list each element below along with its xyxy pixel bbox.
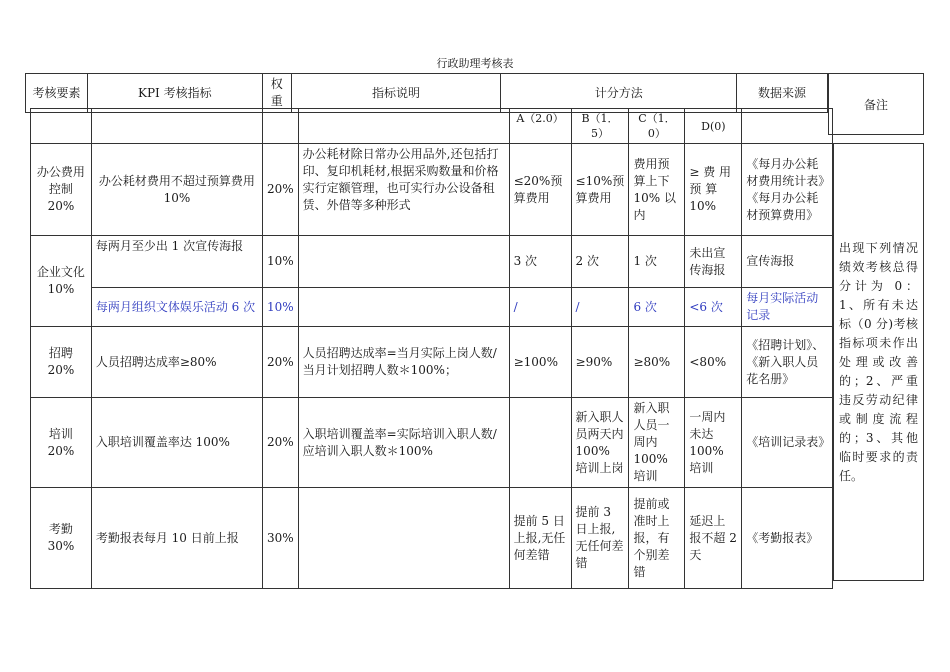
grade-a-header: A（2.0） [509, 109, 571, 144]
grade-a-cell: 提前 5 日上报,无任何差错 [509, 488, 571, 589]
source-cell: 《培训记录表》 [742, 398, 833, 488]
source-cell: 《每月办公耗材费用统计表》《每月办公耗材预算费用》 [742, 144, 833, 236]
subheader-empty [31, 109, 92, 144]
grade-b-cell: 新入职人员两天内100% 培训上岗 [571, 398, 629, 488]
source-cell: 《考勤报表》 [742, 488, 833, 589]
header-weight: 权重 [262, 74, 291, 113]
grade-c-cell: 费用预算上下 10% 以内 [629, 144, 685, 236]
source-cell: 每月实际活动记录 [742, 288, 833, 327]
kpi-cell: 每两月组织文体娱乐活动 6 次 [91, 288, 262, 327]
description-cell: 办公耗材除日常办公用品外,还包括打印、复印机耗材,根据采购数量和价格实行定额管理，也可实行办公设备租赁、外借等多种形式 [298, 144, 509, 236]
grade-a-cell: ≤20%预算费用 [509, 144, 571, 236]
header-source: 数据来源 [737, 74, 828, 113]
grade-b-header: B（1．5） [571, 109, 629, 144]
grade-c-header: C（1．0） [629, 109, 685, 144]
header-table [25, 73, 828, 113]
remark-text: 出现下列情况绩效考核总得分计为 0：1、所有未达标（0 分)考核指标项未作出处理或改善的；2、严重违反劳动纪律或制度流程的；3、其他临时要求的责任。 [839, 240, 918, 483]
table-row [31, 236, 833, 288]
header-remark: 备注 [828, 73, 924, 135]
grade-d-cell: <6 次 [685, 288, 742, 327]
grade-b-cell: / [571, 288, 629, 327]
subheader-empty [262, 109, 298, 144]
grade-c-cell: 新入职人员一周内 100% 培训 [629, 398, 685, 488]
weight-cell: 20% [262, 398, 298, 488]
element-cell: 企业文化 10% [31, 236, 92, 327]
grade-d-cell: 未出宣传海报 [685, 236, 742, 288]
element-cell: 考勤 30% [31, 488, 92, 589]
header-scoring: 计分方法 [501, 74, 737, 113]
grade-c-cell: ≥80% [629, 327, 685, 398]
subheader-empty [742, 109, 833, 144]
weight-cell: 10% [262, 288, 298, 327]
weight-cell: 20% [262, 144, 298, 236]
kpi-cell: 考勤报表每月 10 日前上报 [91, 488, 262, 589]
kpi-cell: 每两月至少出 1 次宣传海报 [91, 236, 262, 288]
header-row [26, 74, 828, 113]
table-row [31, 288, 833, 327]
grade-b-cell: 提前 3 日上报,无任何差错 [571, 488, 629, 589]
kpi-cell: 办公耗材费用不超过预算费用 10% [91, 144, 262, 236]
weight-cell: 20% [262, 327, 298, 398]
grade-c-cell: 1 次 [629, 236, 685, 288]
kpi-table [30, 108, 833, 589]
header-element: 考核要素 [26, 74, 88, 113]
grade-a-cell: / [509, 288, 571, 327]
grade-c-cell: 6 次 [629, 288, 685, 327]
table-row [31, 398, 833, 488]
source-cell: 《招聘计划》、《新入职人员花名册》 [742, 327, 833, 398]
subheader-row [31, 109, 833, 144]
element-cell: 招聘 20% [31, 327, 92, 398]
grade-a-cell: 3 次 [509, 236, 571, 288]
description-cell [298, 236, 509, 288]
table-row [31, 488, 833, 589]
source-cell: 宣传海报 [742, 236, 833, 288]
grade-b-cell: ≥90% [571, 327, 629, 398]
subheader-empty [91, 109, 262, 144]
table-row [31, 144, 833, 236]
grade-d-cell: ≥ 费 用 预 算 10% [685, 144, 742, 236]
grade-c-cell: 提前或准时上报，有个别差错 [629, 488, 685, 589]
header-kpi: KPI 考核指标 [87, 74, 262, 113]
subheader-empty [298, 109, 509, 144]
description-cell [298, 288, 509, 327]
grade-d-cell: <80% [685, 327, 742, 398]
description-cell [298, 488, 509, 589]
element-cell: 培训 20% [31, 398, 92, 488]
table-row [31, 327, 833, 398]
grade-b-cell: 2 次 [571, 236, 629, 288]
description-cell: 入职培训覆盖率=实际培训入职人数/应培训入职人数＊100% [298, 398, 509, 488]
weight-cell: 30% [262, 488, 298, 589]
header-description: 指标说明 [291, 74, 501, 113]
grade-d-cell: 一周内未达 100% 培训 [685, 398, 742, 488]
grade-d-header: D(0) [685, 109, 742, 144]
kpi-cell: 人员招聘达成率≥80% [91, 327, 262, 398]
element-cell: 办公费用控制 20% [31, 144, 92, 236]
grade-a-cell [509, 398, 571, 488]
grade-a-cell: ≥100% [509, 327, 571, 398]
grade-b-cell: ≤10%预算费用 [571, 144, 629, 236]
page-title: 行政助理考核表 [436, 57, 514, 70]
description-cell: 人员招聘达成率=当月实际上岗人数/当月计划招聘人数＊100%； [298, 327, 509, 398]
weight-cell: 10% [262, 236, 298, 288]
grade-d-cell: 延迟上报不超 2 天 [685, 488, 742, 589]
kpi-cell: 入职培训覆盖率达 100% [91, 398, 262, 488]
remark-cell [833, 143, 924, 581]
